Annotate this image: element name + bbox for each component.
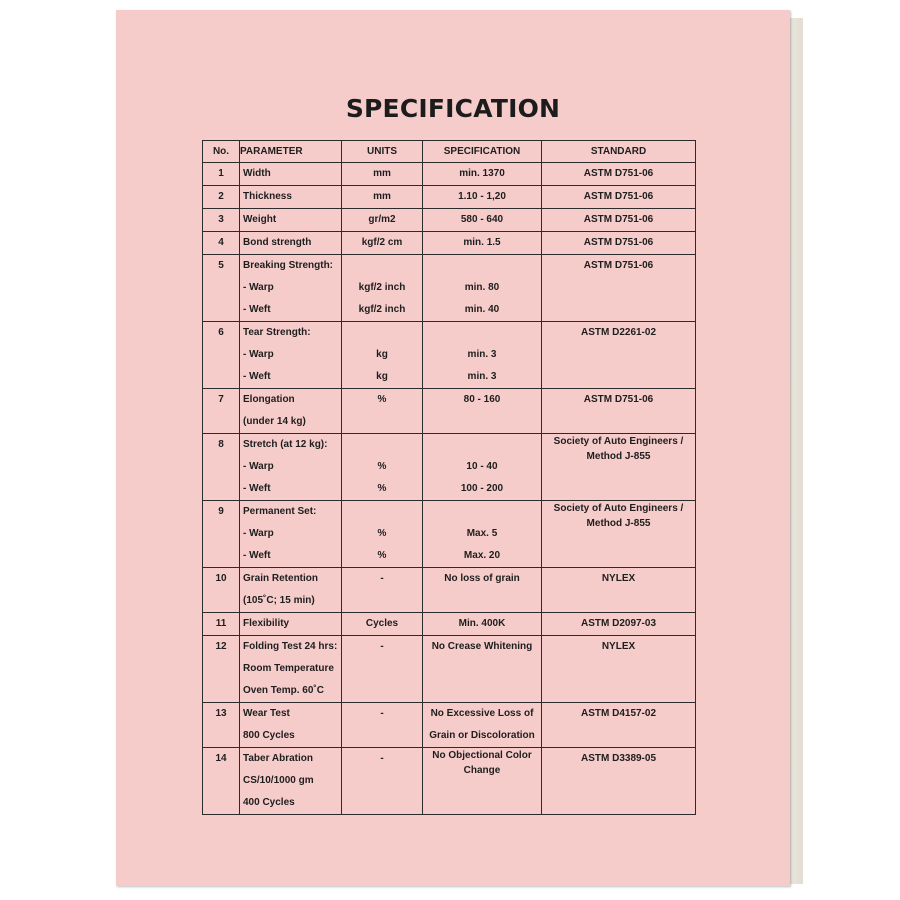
cell-parameter <box>240 703 342 748</box>
cell-parameter-line: Stretch (at 12 kg): <box>243 439 328 450</box>
cell-parameter-line: Permanent Set: <box>243 506 317 517</box>
table-row <box>203 568 696 613</box>
cell-specification-line: No loss of grain <box>444 573 520 584</box>
cell-units-line: % <box>377 394 387 405</box>
cell-standard <box>542 255 696 322</box>
cell-standard <box>542 322 696 389</box>
cell-units-line <box>342 658 422 680</box>
cell-specification <box>423 636 542 703</box>
cell-units-line: - <box>380 573 384 584</box>
cell-parameter-line: 800 Cycles <box>243 730 295 741</box>
cell-standard <box>542 703 696 748</box>
cell-standard-line: ASTM D751-06 <box>583 168 654 179</box>
cell-no-value: 1 <box>218 168 224 179</box>
cell-parameter <box>240 389 342 434</box>
cell-units-line: - <box>380 641 384 652</box>
cell-units-line <box>342 434 422 456</box>
cell-units-line: Cycles <box>365 618 399 629</box>
cell-standard <box>542 748 696 815</box>
cell-units-line <box>342 411 422 433</box>
cell-no <box>203 636 240 703</box>
cell-standard <box>542 186 696 209</box>
cell-no-value: 8 <box>218 439 224 450</box>
cell-units <box>342 703 423 748</box>
cell-standard <box>542 434 696 501</box>
cell-parameter <box>240 501 342 568</box>
cell-specification <box>423 434 542 501</box>
cell-parameter-line: - Weft <box>243 371 271 382</box>
table-row <box>203 636 696 703</box>
cell-specification-line: Max. 20 <box>463 550 501 561</box>
cell-parameter-line: Weight <box>243 214 277 225</box>
cell-parameter <box>240 232 342 255</box>
cell-parameter-line: Thickness <box>243 191 292 202</box>
cell-standard-line: ASTM D751-06 <box>583 214 654 225</box>
cell-standard-line: ASTM D2261-02 <box>580 327 657 338</box>
cell-parameter <box>240 613 342 636</box>
cell-parameter-line: Grain Retention <box>243 573 319 584</box>
table-row <box>203 613 696 636</box>
cell-no-value: 10 <box>215 573 227 584</box>
cell-no-value: 4 <box>218 237 224 248</box>
cell-specification-line: 1.10 - 1,20 <box>458 191 506 202</box>
cell-units-line: kg <box>376 371 388 382</box>
cell-standard <box>542 568 696 613</box>
table-row <box>203 186 696 209</box>
cell-parameter-line: Width <box>243 168 271 179</box>
cell-no-value: 9 <box>218 506 224 517</box>
specification-sheet <box>116 10 790 886</box>
cell-units-line <box>342 501 422 523</box>
cell-standard-line: NYLEX <box>601 573 636 584</box>
cell-parameter-line: Breaking Strength: <box>243 260 334 271</box>
cell-no <box>203 232 240 255</box>
cell-no <box>203 748 240 815</box>
cell-parameter-line: Oven Temp. 60˚C <box>243 685 324 696</box>
table-row <box>203 434 696 501</box>
table-row <box>203 703 696 748</box>
table-row <box>203 232 696 255</box>
cell-units <box>342 186 423 209</box>
cell-no-value: 11 <box>215 618 227 629</box>
cell-units-line <box>342 792 422 814</box>
cell-specification-line <box>423 590 541 612</box>
cell-units-line <box>342 680 422 702</box>
cell-specification-line: No Excessive Loss of <box>430 708 534 719</box>
page-title: SPECIFICATION <box>345 94 561 123</box>
table-row <box>203 209 696 232</box>
cell-specification-line: 580 - 640 <box>460 214 504 225</box>
header-units: UNITS <box>342 141 423 163</box>
cell-units <box>342 232 423 255</box>
cell-specification-line <box>423 680 541 702</box>
cell-no-value: 12 <box>215 641 227 652</box>
cell-standard <box>542 232 696 255</box>
cell-units-line <box>342 255 422 277</box>
cell-specification-line <box>423 322 541 344</box>
table-row <box>203 163 696 186</box>
cell-standard-line: ASTM D751-06 <box>583 191 654 202</box>
specification-table <box>202 140 696 815</box>
cell-units-line: - <box>380 753 384 764</box>
cell-specification-line: min. 3 <box>467 371 497 382</box>
cell-units <box>342 568 423 613</box>
cell-specification <box>423 613 542 636</box>
cell-specification-line <box>423 658 541 680</box>
cell-no <box>203 434 240 501</box>
cell-parameter-line: Bond strength <box>243 237 312 248</box>
cell-units <box>342 322 423 389</box>
cell-no-value: 14 <box>215 753 227 764</box>
cell-parameter-line: - Warp <box>243 461 274 472</box>
cell-units <box>342 389 423 434</box>
cell-standard-line: Method J-855 <box>586 451 651 462</box>
cell-units-line: % <box>377 461 387 472</box>
cell-specification <box>423 501 542 568</box>
cell-no <box>203 163 240 186</box>
cell-parameter <box>240 434 342 501</box>
cell-parameter-line: Folding Test 24 hrs: <box>243 641 338 652</box>
cell-specification-line: 80 - 160 <box>463 394 501 405</box>
cell-units-line: - <box>380 708 384 719</box>
cell-parameter <box>240 209 342 232</box>
cell-units-line <box>342 322 422 344</box>
cell-units <box>342 636 423 703</box>
cell-no <box>203 613 240 636</box>
cell-specification-line <box>423 501 541 523</box>
cell-no <box>203 501 240 568</box>
cell-parameter-line: (105˚C; 15 min) <box>243 595 315 606</box>
cell-parameter-line: Wear Test <box>243 708 290 719</box>
cell-specification-line <box>423 434 541 456</box>
cell-specification-line: 10 - 40 <box>466 461 498 472</box>
cell-parameter-line: 400 Cycles <box>243 797 295 808</box>
cell-specification <box>423 163 542 186</box>
cell-specification <box>423 703 542 748</box>
cell-no <box>203 389 240 434</box>
cell-specification-line: min. 1370 <box>459 168 505 179</box>
cell-parameter-line: - Weft <box>243 550 271 561</box>
cell-units-line: % <box>377 528 387 539</box>
cell-no <box>203 703 240 748</box>
cell-units-line: gr/m2 <box>368 214 396 225</box>
cell-specification <box>423 232 542 255</box>
cell-parameter-line: Room Temperature <box>243 663 334 674</box>
cell-parameter <box>240 255 342 322</box>
cell-units-line: kgf/2 inch <box>358 304 406 315</box>
cell-units <box>342 434 423 501</box>
header-parameter: PARAMETER <box>240 141 342 163</box>
cell-no <box>203 322 240 389</box>
cell-units-line: kgf/2 cm <box>361 237 403 248</box>
table-row <box>203 748 696 815</box>
cell-parameter <box>240 186 342 209</box>
cell-specification-line: min. 40 <box>464 304 500 315</box>
cell-parameter-line: - Weft <box>243 304 271 315</box>
cell-units <box>342 748 423 815</box>
cell-standard-line: ASTM D3389-05 <box>580 753 657 764</box>
table-header-row <box>203 141 696 163</box>
cell-specification-line: Max. 5 <box>466 528 498 539</box>
cell-standard-line: NYLEX <box>601 641 636 652</box>
cell-specification <box>423 322 542 389</box>
cell-parameter <box>240 748 342 815</box>
table-row <box>203 322 696 389</box>
cell-no <box>203 255 240 322</box>
cell-standard-line: ASTM D4157-02 <box>580 708 657 719</box>
table-row <box>203 501 696 568</box>
cell-specification-line: No Objectional Color <box>432 750 532 761</box>
cell-specification <box>423 209 542 232</box>
header-specification: SPECIFICATION <box>423 141 542 163</box>
cell-no-value: 5 <box>218 260 224 271</box>
cell-standard <box>542 613 696 636</box>
cell-standard <box>542 389 696 434</box>
cell-standard <box>542 163 696 186</box>
cell-specification-line: min. 3 <box>467 349 497 360</box>
cell-units-line: % <box>377 550 387 561</box>
cell-parameter-line: CS/10/1000 gm <box>243 775 314 786</box>
cell-no-value: 7 <box>218 394 224 405</box>
cell-standard-line: ASTM D751-06 <box>583 237 654 248</box>
cell-standard-line: Society of Auto Engineers / <box>553 503 684 514</box>
cell-parameter-line: (under 14 kg) <box>243 416 306 427</box>
cell-units <box>342 163 423 186</box>
table-row <box>203 389 696 434</box>
cell-units-line: kgf/2 inch <box>358 282 406 293</box>
cell-no-value: 3 <box>218 214 224 225</box>
cell-parameter <box>240 568 342 613</box>
cell-units-line: mm <box>373 191 391 202</box>
cell-parameter-line: Elongation <box>243 394 295 405</box>
cell-no <box>203 568 240 613</box>
cell-specification-line <box>423 411 541 433</box>
cell-parameter <box>240 322 342 389</box>
cell-standard-line: Method J-855 <box>586 518 651 529</box>
cell-parameter <box>240 636 342 703</box>
cell-parameter-line: Taber Abration <box>243 753 314 764</box>
cell-units <box>342 255 423 322</box>
cell-no-value: 13 <box>215 708 227 719</box>
cell-no-value: 6 <box>218 327 224 338</box>
cell-specification <box>423 255 542 322</box>
cell-standard <box>542 501 696 568</box>
cell-parameter-line: Flexibility <box>243 618 290 629</box>
cell-standard <box>542 209 696 232</box>
cell-specification-line: No Crease Whitening <box>431 641 533 652</box>
cell-specification-line <box>423 255 541 277</box>
cell-specification <box>423 389 542 434</box>
cell-parameter-line: Tear Strength: <box>243 327 311 338</box>
cell-units-line <box>342 725 422 747</box>
cell-units <box>342 209 423 232</box>
cell-specification-line: Change <box>463 765 501 776</box>
cell-specification-line: min. 80 <box>464 282 500 293</box>
cell-no <box>203 209 240 232</box>
cell-parameter <box>240 163 342 186</box>
cell-specification <box>423 186 542 209</box>
header-standard: STANDARD <box>542 141 696 163</box>
cell-parameter-line: - Warp <box>243 349 274 360</box>
cell-units-line <box>342 590 422 612</box>
cell-specification-line: Min. 400K <box>458 618 506 629</box>
cell-parameter-line: - Warp <box>243 282 274 293</box>
cell-parameter-line: - Warp <box>243 528 274 539</box>
table-body <box>203 163 696 815</box>
cell-specification <box>423 748 542 815</box>
cell-no-value: 2 <box>218 191 224 202</box>
cell-standard-line: ASTM D751-06 <box>583 394 654 405</box>
cell-parameter-line: - Weft <box>243 483 271 494</box>
cell-specification-line: min. 1.5 <box>463 237 501 248</box>
cell-standard <box>542 636 696 703</box>
cell-specification <box>423 568 542 613</box>
cell-specification-line: Grain or Discoloration <box>429 730 535 741</box>
cell-units <box>342 501 423 568</box>
cell-standard-line: ASTM D751-06 <box>583 260 654 271</box>
cell-no <box>203 186 240 209</box>
header-no: No. <box>203 141 240 163</box>
table-row <box>203 255 696 322</box>
cell-units-line <box>342 770 422 792</box>
cell-units-line: % <box>377 483 387 494</box>
cell-standard-line: ASTM D2097-03 <box>580 618 657 629</box>
cell-standard-line: Society of Auto Engineers / <box>553 436 684 447</box>
cell-specification-line: 100 - 200 <box>460 483 504 494</box>
cell-units-line: kg <box>376 349 388 360</box>
cell-units <box>342 613 423 636</box>
cell-units-line: mm <box>373 168 391 179</box>
